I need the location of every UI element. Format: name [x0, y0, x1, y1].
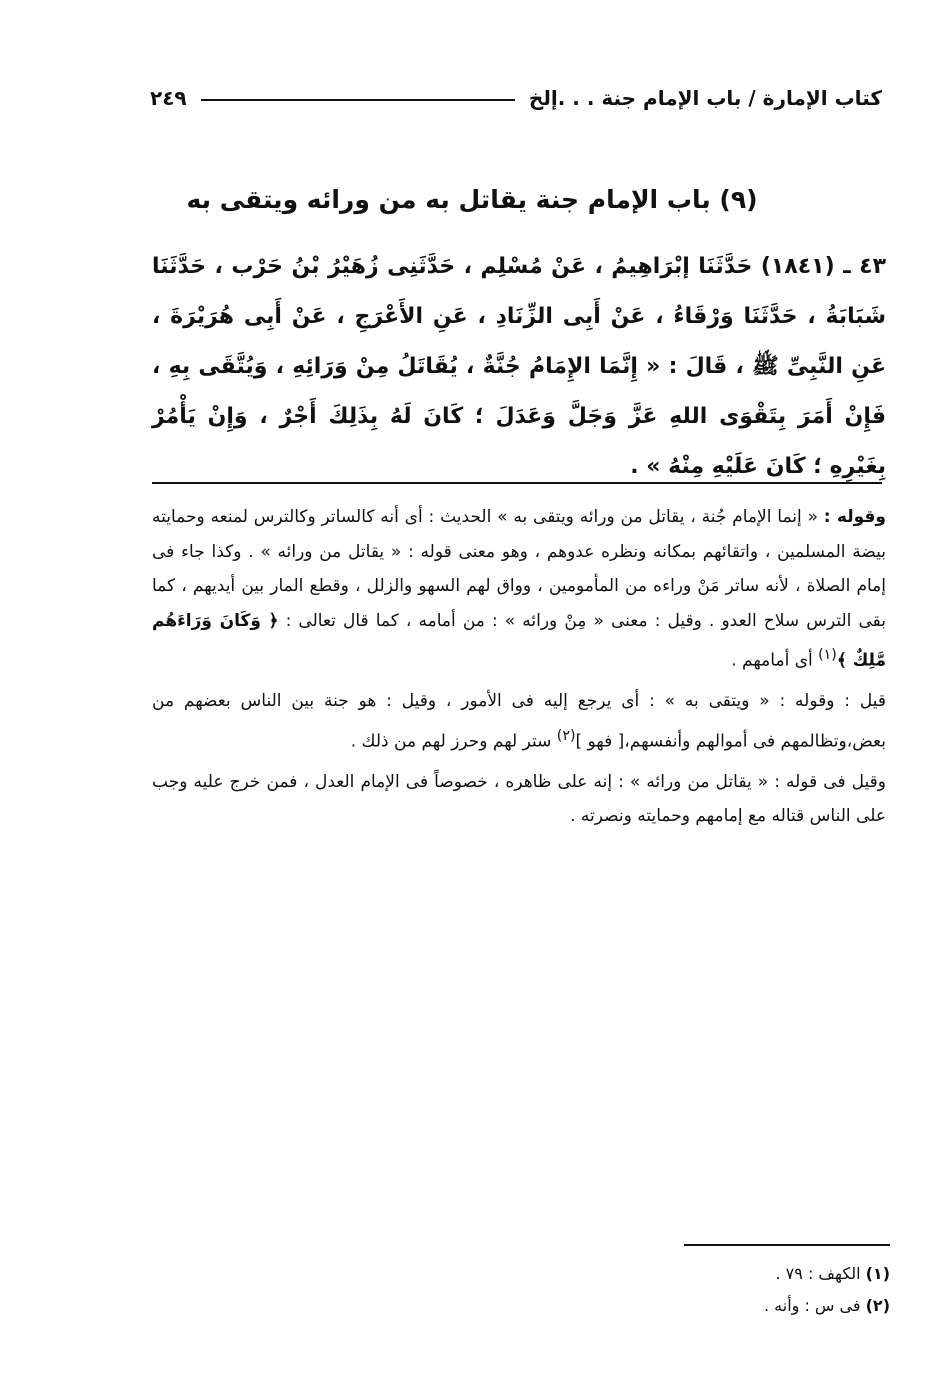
commentary — [152, 500, 886, 840]
footnote-text: فى س : وأنه . — [763, 1296, 866, 1315]
commentary-text: ستر لهم وحرز لهم من ذلك . — [350, 731, 557, 752]
chapter-title: (٩) باب الإمام جنة يقاتل به من ورائه ويتقى به — [186, 185, 758, 214]
footnote-ref-1: (١) — [818, 647, 837, 663]
commentary-text: « إنما الإمام جُنة ، يقاتل من ورائه ويتقى به » الحديث : أى أنه كالساتر وكالترس لمنعه وحمايته بيضة المسلمين ، واتقائهم بمكانه ونظره عدوهم ، وهو معنى قوله : « يقاتل من ورائه » . وكذا جاء فى إمام الصلاة ، لأنه ساتر مَنْ وراءه من المأمومين ، وواق لهم السهو والزلل ، وقطع المار بين أيديهم ، كما بقى الترس سلاح العدو . وقيل : معنى « مِنْ ورائه » : من أمامه ، كما قال تعالى : — [152, 507, 886, 631]
running-title: كتاب الإمارة / باب الإمام جنة . . .إلخ — [528, 86, 882, 110]
quran-verse: ﴿ وَكَانَ وَرَاءَهُم مَّلِكٌ ﴾ — [152, 610, 886, 671]
commentary-paragraph-1 — [152, 500, 886, 678]
commentary-paragraph-3: وقيل فى قوله : « يقاتل من ورائه » : إنه على ظاهره ، خصوصاً فى الإمام العدل ، فمن خرج عليه وجب على الناس قتاله مع إمامهم وحمايته ونصرته . — [152, 771, 886, 827]
running-header — [150, 78, 882, 118]
footnote-ref-2: (٢) — [556, 727, 576, 744]
footnote-number: (٢) — [865, 1296, 890, 1315]
commentary-text: قيل : وقوله : « ويتقى به » : أى يرجع إليه فى الأمور ، وقيل : هو جنة بين الناس بعضهم من بعض،وتظالمهم فى أموالهم وأنفسهم،[ فهو ] — [152, 691, 886, 752]
page-number: ٢٤٩ — [150, 86, 187, 110]
footnote-text: الكهف : ٧٩ . — [775, 1264, 866, 1283]
footnote-number: (١) — [865, 1264, 890, 1283]
footnote-rule — [684, 1244, 890, 1246]
footnotes — [500, 1258, 890, 1322]
footnote-2 — [500, 1290, 890, 1322]
section-divider — [152, 482, 882, 484]
commentary-lead: وقوله : — [823, 507, 886, 527]
footnote-1 — [500, 1258, 890, 1290]
commentary-text: أى أمامهم . — [731, 650, 819, 671]
commentary-paragraph-2 — [152, 684, 886, 759]
header-rule — [201, 99, 515, 101]
hadith-text: ٤٣ ـ (١٨٤١) حَدَّثَنَا إبْرَاهِيمُ ، عَنْ مُسْلِم ، حَدَّثَنِى زُهَيْرُ بْنُ حَرْب ، حَدَّثَنَا شَبَابَةُ ، حَدَّثَنَا وَرْقَاءُ ، عَنْ أَبِى الزِّنَادِ ، عَنِ الأَعْرَجِ ، عَنْ أَبِى هُرَيْرَةَ ، عَنِ النَّبِىِّ ﷺ ، قَالَ : « إِنَّمَا الإِمَامُ جُنَّةٌ ، يُقَاتَلُ مِنْ وَرَائِهِ ، وَيُتَّقَى بِهِ ، فَإِنْ أَمَرَ بِتَقْوَى اللهِ عَزَّ وَجَلَّ وَعَدَلَ ؛ كَانَ لَهُ بِذَلِكَ أَجْرٌ ، وَإِنْ يَأْمُرْ بِغَيْرِهِ ؛ كَانَ عَلَيْهِ مِنْهُ » . — [152, 254, 886, 479]
